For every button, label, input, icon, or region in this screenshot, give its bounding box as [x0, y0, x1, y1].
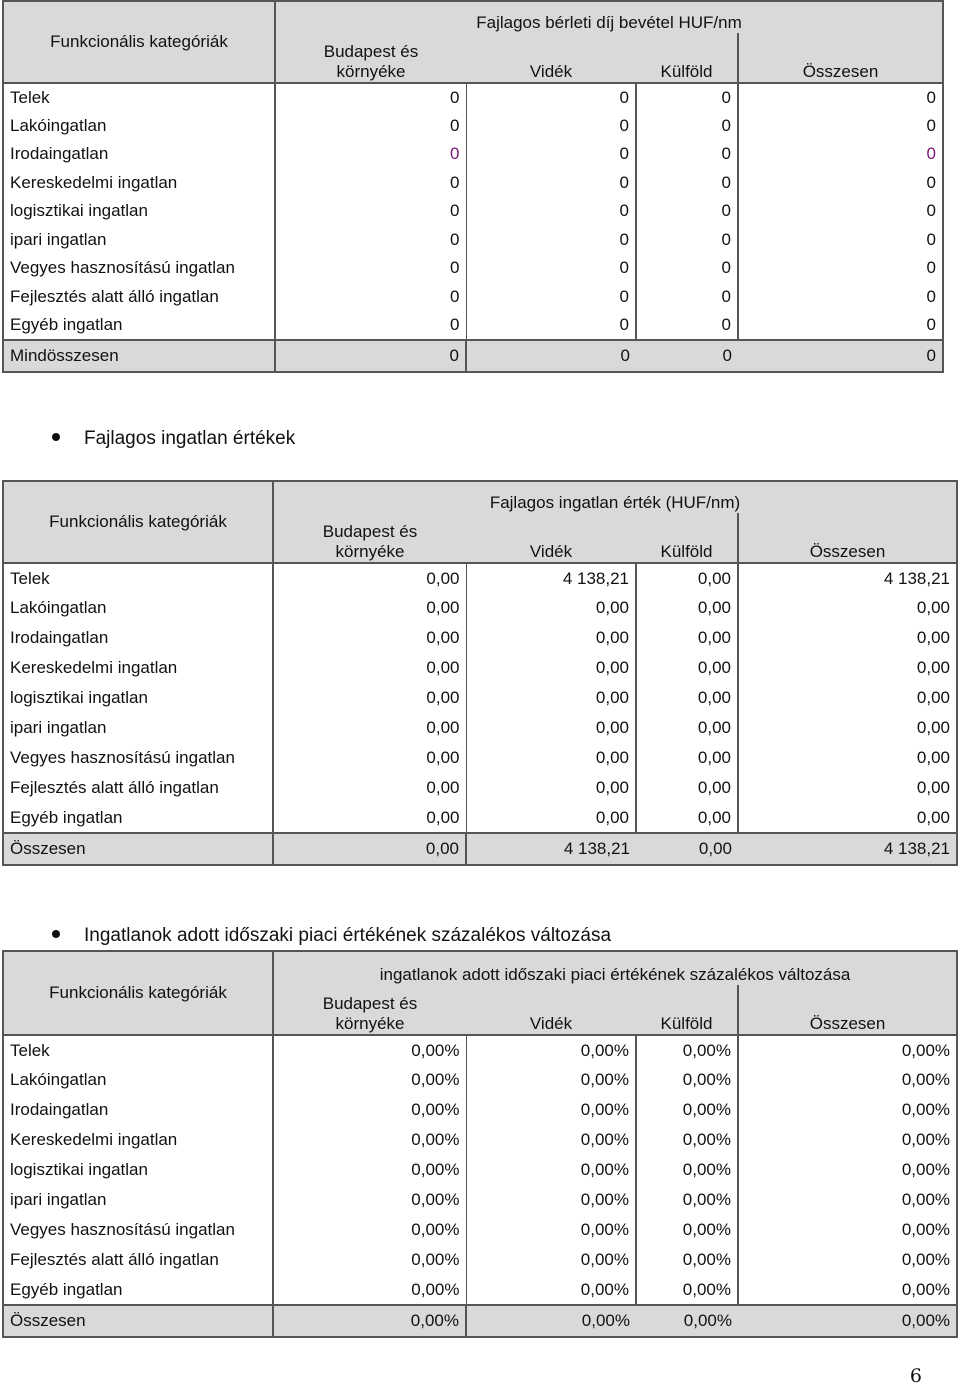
cell-value: 0,00% [273, 1155, 466, 1185]
cell-value: 0,00% [273, 1185, 466, 1215]
col-kulfold: Külföld [636, 33, 738, 83]
category-header: Funkcionális kategóriák [3, 481, 273, 563]
row-category: Kereskedelmi ingatlan [3, 653, 273, 683]
cell-value: 0 [466, 197, 636, 226]
table-row [3, 563, 957, 593]
total-label: Összesen [3, 1305, 273, 1337]
col-videk: Vidék [466, 985, 636, 1035]
row-category: Kereskedelmi ingatlan [3, 169, 275, 198]
cell-value: 0,00 [738, 803, 957, 833]
section-heading: Fajlagos ingatlan értékek [52, 428, 295, 450]
cell-value: 0 [738, 197, 943, 226]
total-label: Összesen [3, 833, 273, 865]
total-value: 0 [466, 340, 636, 372]
table-row [3, 803, 957, 833]
category-header: Funkcionális kategóriák [3, 1, 275, 83]
cell-value: 0,00 [273, 683, 466, 713]
col-osszesen: Összesen [738, 33, 943, 83]
bullet-icon [52, 433, 60, 441]
row-category: Kereskedelmi ingatlan [3, 1125, 273, 1155]
cell-value: 0,00% [636, 1245, 738, 1275]
row-category: Egyéb ingatlan [3, 1275, 273, 1305]
bullet-icon [52, 930, 60, 938]
row-category: ipari ingatlan [3, 1185, 273, 1215]
cell-value: 0 [636, 169, 738, 198]
cell-value: 0 [275, 283, 466, 312]
col-budapest: Budapest és környéke [273, 985, 466, 1035]
total-value: 0,00 [273, 833, 466, 865]
row-category: logisztikai ingatlan [3, 197, 275, 226]
col-kulfold: Külföld [636, 985, 738, 1035]
table-title: Fajlagos bérleti díj bevétel HUF/nm [275, 1, 943, 33]
cell-value: 0 [738, 254, 943, 283]
cell-value: 0 [738, 83, 943, 112]
cell-value: 0 [466, 140, 636, 169]
table-row [3, 743, 957, 773]
cell-value: 0 [275, 226, 466, 255]
cell-value: 0,00% [273, 1065, 466, 1095]
cell-value: 0,00 [466, 653, 636, 683]
cell-value: 0 [636, 112, 738, 141]
row-category: Telek [3, 1035, 273, 1065]
cell-value: 0,00% [636, 1035, 738, 1065]
total-value: 0 [738, 340, 943, 372]
cell-value: 0,00% [273, 1275, 466, 1305]
table-row [3, 112, 943, 141]
cell-value: 0,00% [273, 1245, 466, 1275]
cell-value: 0,00 [738, 683, 957, 713]
table-row [3, 83, 943, 112]
cell-value: 0,00% [636, 1095, 738, 1125]
col-budapest: Budapest és környéke [275, 33, 466, 83]
cell-value: 0,00 [466, 623, 636, 653]
cell-value: 0 [738, 283, 943, 312]
cell-value: 0,00 [636, 563, 738, 593]
cell-value: 0,00% [738, 1035, 957, 1065]
cell-value: 0 [636, 283, 738, 312]
cell-value: 0,00% [738, 1275, 957, 1305]
cell-value: 0 [275, 112, 466, 141]
total-label: Mindösszesen [3, 340, 275, 372]
cell-value: 0 [738, 140, 943, 169]
cell-value: 0,00 [738, 653, 957, 683]
value-change-table [2, 950, 958, 1338]
cell-value: 4 138,21 [466, 563, 636, 593]
cell-value: 0,00% [273, 1095, 466, 1125]
cell-value: 0,00 [738, 743, 957, 773]
cell-value: 0 [466, 226, 636, 255]
cell-value: 0,00 [636, 623, 738, 653]
row-category: ipari ingatlan [3, 226, 275, 255]
cell-value: 0,00% [466, 1065, 636, 1095]
cell-value: 0 [636, 197, 738, 226]
cell-value: 0,00 [738, 593, 957, 623]
cell-value: 0,00% [738, 1065, 957, 1095]
cell-value: 0,00 [273, 803, 466, 833]
table-row [3, 623, 957, 653]
table-row [3, 283, 943, 312]
table-row [3, 593, 957, 623]
total-value: 0,00% [273, 1305, 466, 1337]
cell-value: 0 [738, 112, 943, 141]
cell-value: 0,00 [738, 773, 957, 803]
cell-value: 0 [275, 83, 466, 112]
total-value: 0 [636, 340, 738, 372]
cell-value: 0,00% [636, 1065, 738, 1095]
cell-value: 0 [738, 169, 943, 198]
cell-value: 0,00% [738, 1245, 957, 1275]
cell-value: 0,00% [466, 1245, 636, 1275]
cell-value: 0,00% [636, 1155, 738, 1185]
total-row [3, 340, 943, 372]
table-row [3, 1185, 957, 1215]
table-row [3, 683, 957, 713]
cell-value: 0,00 [466, 773, 636, 803]
cell-value: 0,00 [636, 653, 738, 683]
row-category: logisztikai ingatlan [3, 1155, 273, 1185]
row-category: Vegyes hasznosítású ingatlan [3, 743, 273, 773]
cell-value: 0,00% [466, 1185, 636, 1215]
row-category: Fejlesztés alatt álló ingatlan [3, 1245, 273, 1275]
cell-value: 0,00% [466, 1275, 636, 1305]
cell-value: 0 [466, 112, 636, 141]
cell-value: 0,00% [636, 1275, 738, 1305]
cell-value: 4 138,21 [738, 563, 957, 593]
cell-value: 0 [275, 140, 466, 169]
row-category: Fejlesztés alatt álló ingatlan [3, 283, 275, 312]
table-title: Fajlagos ingatlan érték (HUF/nm) [273, 481, 957, 513]
category-header: Funkcionális kategóriák [3, 951, 273, 1035]
table-row [3, 1035, 957, 1065]
cell-value: 0,00% [466, 1095, 636, 1125]
row-category: Telek [3, 563, 273, 593]
row-category: Egyéb ingatlan [3, 311, 275, 340]
total-value: 4 138,21 [466, 833, 636, 865]
cell-value: 0,00% [738, 1095, 957, 1125]
row-category: Lakóingatlan [3, 1065, 273, 1095]
cell-value: 0,00 [466, 743, 636, 773]
total-value: 0 [275, 340, 466, 372]
total-value: 0,00% [636, 1305, 738, 1337]
cell-value: 0,00% [273, 1125, 466, 1155]
cell-value: 0 [466, 283, 636, 312]
cell-value: 0 [275, 169, 466, 198]
row-category: Irodaingatlan [3, 623, 273, 653]
cell-value: 0,00 [273, 593, 466, 623]
cell-value: 0,00 [636, 743, 738, 773]
table-row [3, 311, 943, 340]
table-row [3, 140, 943, 169]
cell-value: 0,00 [466, 713, 636, 743]
cell-value: 0,00% [636, 1125, 738, 1155]
cell-value: 0,00 [636, 803, 738, 833]
total-row [3, 1305, 957, 1337]
cell-value: 0,00% [273, 1035, 466, 1065]
cell-value: 0,00 [738, 713, 957, 743]
cell-value: 0 [466, 311, 636, 340]
table-row [3, 713, 957, 743]
cell-value: 0,00% [738, 1155, 957, 1185]
cell-value: 0,00% [738, 1185, 957, 1215]
cell-value: 0 [466, 83, 636, 112]
cell-value: 0,00% [636, 1185, 738, 1215]
cell-value: 0 [636, 311, 738, 340]
row-category: Telek [3, 83, 275, 112]
cell-value: 0,00 [273, 623, 466, 653]
cell-value: 0,00% [636, 1215, 738, 1245]
row-category: Irodaingatlan [3, 1095, 273, 1125]
total-value: 0,00% [738, 1305, 957, 1337]
rental-income-table [2, 0, 944, 373]
table-row [3, 653, 957, 683]
cell-value: 0,00 [636, 593, 738, 623]
page-number: 6 [909, 1365, 922, 1387]
col-budapest: Budapest és környéke [273, 513, 466, 563]
cell-value: 0,00% [466, 1035, 636, 1065]
cell-value: 0,00 [273, 713, 466, 743]
section-heading: Ingatlanok adott időszaki piaci értékének százalékos változása [52, 925, 611, 947]
table-row [3, 773, 957, 803]
total-value: 0,00% [466, 1305, 636, 1337]
table-row [3, 1215, 957, 1245]
col-osszesen: Összesen [738, 985, 957, 1035]
table-row [3, 254, 943, 283]
cell-value: 0,00 [273, 563, 466, 593]
cell-value: 0,00% [466, 1215, 636, 1245]
table-title: ingatlanok adott időszaki piaci értékének százalékos változása [273, 951, 957, 985]
cell-value: 0,00 [273, 653, 466, 683]
cell-value: 0 [636, 83, 738, 112]
cell-value: 0,00% [738, 1125, 957, 1155]
table-row [3, 1095, 957, 1125]
col-videk: Vidék [466, 33, 636, 83]
cell-value: 0,00 [466, 683, 636, 713]
cell-value: 0,00 [738, 623, 957, 653]
table-row [3, 169, 943, 198]
table-row [3, 1275, 957, 1305]
cell-value: 0,00% [466, 1155, 636, 1185]
cell-value: 0,00 [636, 713, 738, 743]
cell-value: 0 [275, 254, 466, 283]
cell-value: 0 [738, 226, 943, 255]
row-category: ipari ingatlan [3, 713, 273, 743]
cell-value: 0 [636, 140, 738, 169]
col-kulfold: Külföld [636, 513, 738, 563]
row-category: Egyéb ingatlan [3, 803, 273, 833]
cell-value: 0 [738, 311, 943, 340]
row-category: Lakóingatlan [3, 112, 275, 141]
cell-value: 0,00 [466, 593, 636, 623]
total-value: 0,00 [636, 833, 738, 865]
cell-value: 0 [466, 254, 636, 283]
cell-value: 0,00% [466, 1125, 636, 1155]
cell-value: 0,00% [738, 1215, 957, 1245]
total-row [3, 833, 957, 865]
col-videk: Vidék [466, 513, 636, 563]
cell-value: 0,00 [466, 803, 636, 833]
property-value-table [2, 480, 958, 866]
table-row [3, 197, 943, 226]
cell-value: 0,00 [636, 773, 738, 803]
cell-value: 0,00% [273, 1215, 466, 1245]
row-category: Vegyes hasznosítású ingatlan [3, 254, 275, 283]
cell-value: 0 [636, 226, 738, 255]
table-row [3, 1245, 957, 1275]
row-category: logisztikai ingatlan [3, 683, 273, 713]
table-row [3, 1125, 957, 1155]
cell-value: 0 [275, 197, 466, 226]
cell-value: 0 [466, 169, 636, 198]
cell-value: 0,00 [273, 773, 466, 803]
col-osszesen: Összesen [738, 513, 957, 563]
cell-value: 0 [636, 254, 738, 283]
row-category: Lakóingatlan [3, 593, 273, 623]
row-category: Fejlesztés alatt álló ingatlan [3, 773, 273, 803]
table-row [3, 1155, 957, 1185]
row-category: Vegyes hasznosítású ingatlan [3, 1215, 273, 1245]
table-row [3, 226, 943, 255]
cell-value: 0 [275, 311, 466, 340]
row-category: Irodaingatlan [3, 140, 275, 169]
table-row [3, 1065, 957, 1095]
cell-value: 0,00 [273, 743, 466, 773]
cell-value: 0,00 [636, 683, 738, 713]
total-value: 4 138,21 [738, 833, 957, 865]
